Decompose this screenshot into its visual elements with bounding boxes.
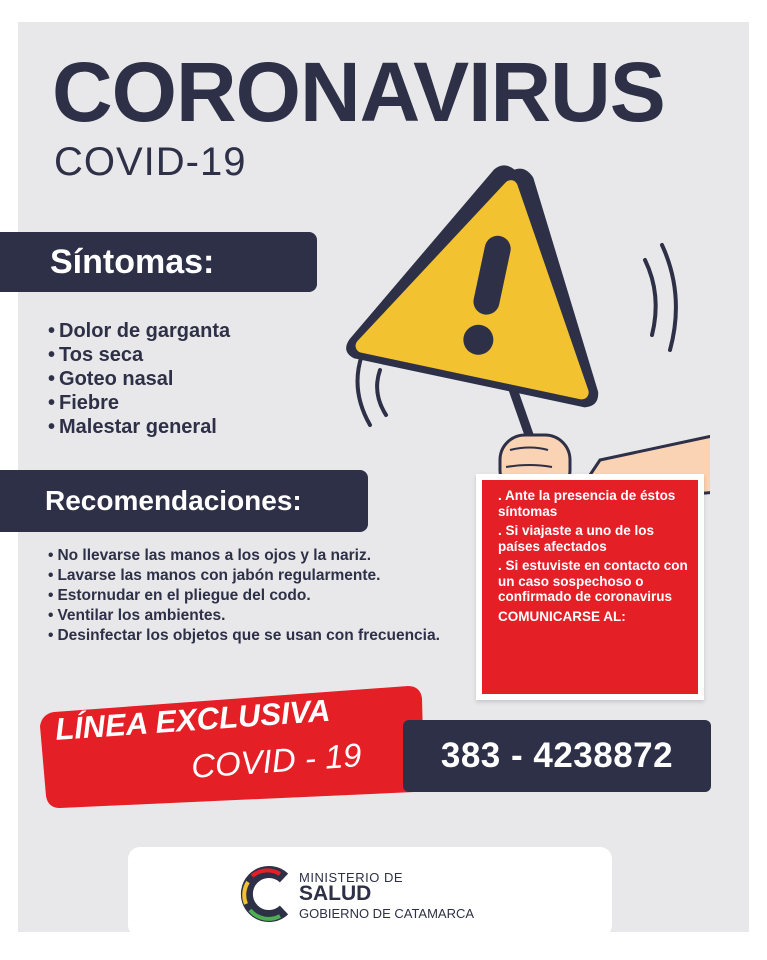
logo-line-2: SALUD (299, 882, 372, 905)
list-item: • Goteo nasal (48, 367, 230, 391)
alert-line-1: . Ante la presencia de éstos síntomas (498, 488, 676, 519)
ministerio-logo-icon (236, 864, 296, 924)
logo-line-3: GOBIERNO DE CATAMARCA (299, 906, 475, 921)
hotline-subtitle: COVID - 19 (190, 736, 363, 785)
list-item: • Desinfectar los objetos que se usan con frecuencia. (48, 626, 458, 646)
list-item: • No llevarse las manos a los ojos y la nariz. (48, 546, 458, 566)
alert-cta: COMUNICARSE AL: (498, 608, 626, 624)
list-item: • Ventilar los ambientes. (48, 606, 458, 626)
list-item: • Estornudar en el pliegue del codo. (48, 586, 458, 606)
list-item: • Malestar general (48, 415, 230, 439)
alert-line-3: . Si estuviste en contacto con un caso sospechoso o confirmado de coronavirus (498, 558, 688, 604)
hotline-title: LÍNEA EXCLUSIVA (54, 692, 332, 747)
alert-line-2: . Si viajaste a uno de los países afectados (498, 523, 655, 554)
sintomas-heading: Síntomas: (0, 232, 317, 292)
list-item: • Tos seca (48, 343, 230, 367)
recomendaciones-list (48, 546, 458, 646)
alert-box (476, 474, 704, 700)
list-item: • Fiebre (48, 391, 230, 415)
recomendaciones-heading: Recomendaciones: (0, 470, 368, 532)
page-title: CORONAVIRUS (52, 45, 665, 139)
page-subtitle: COVID-19 (54, 140, 247, 184)
list-item: • Lavarse las manos con jabón regularmente. (48, 566, 458, 586)
phone-number[interactable]: 383 - 4238872 (403, 720, 711, 792)
sintomas-list (48, 319, 230, 439)
logo-line-1: MINISTERIO DE (299, 870, 404, 885)
list-item: • Dolor de garganta (48, 319, 230, 343)
